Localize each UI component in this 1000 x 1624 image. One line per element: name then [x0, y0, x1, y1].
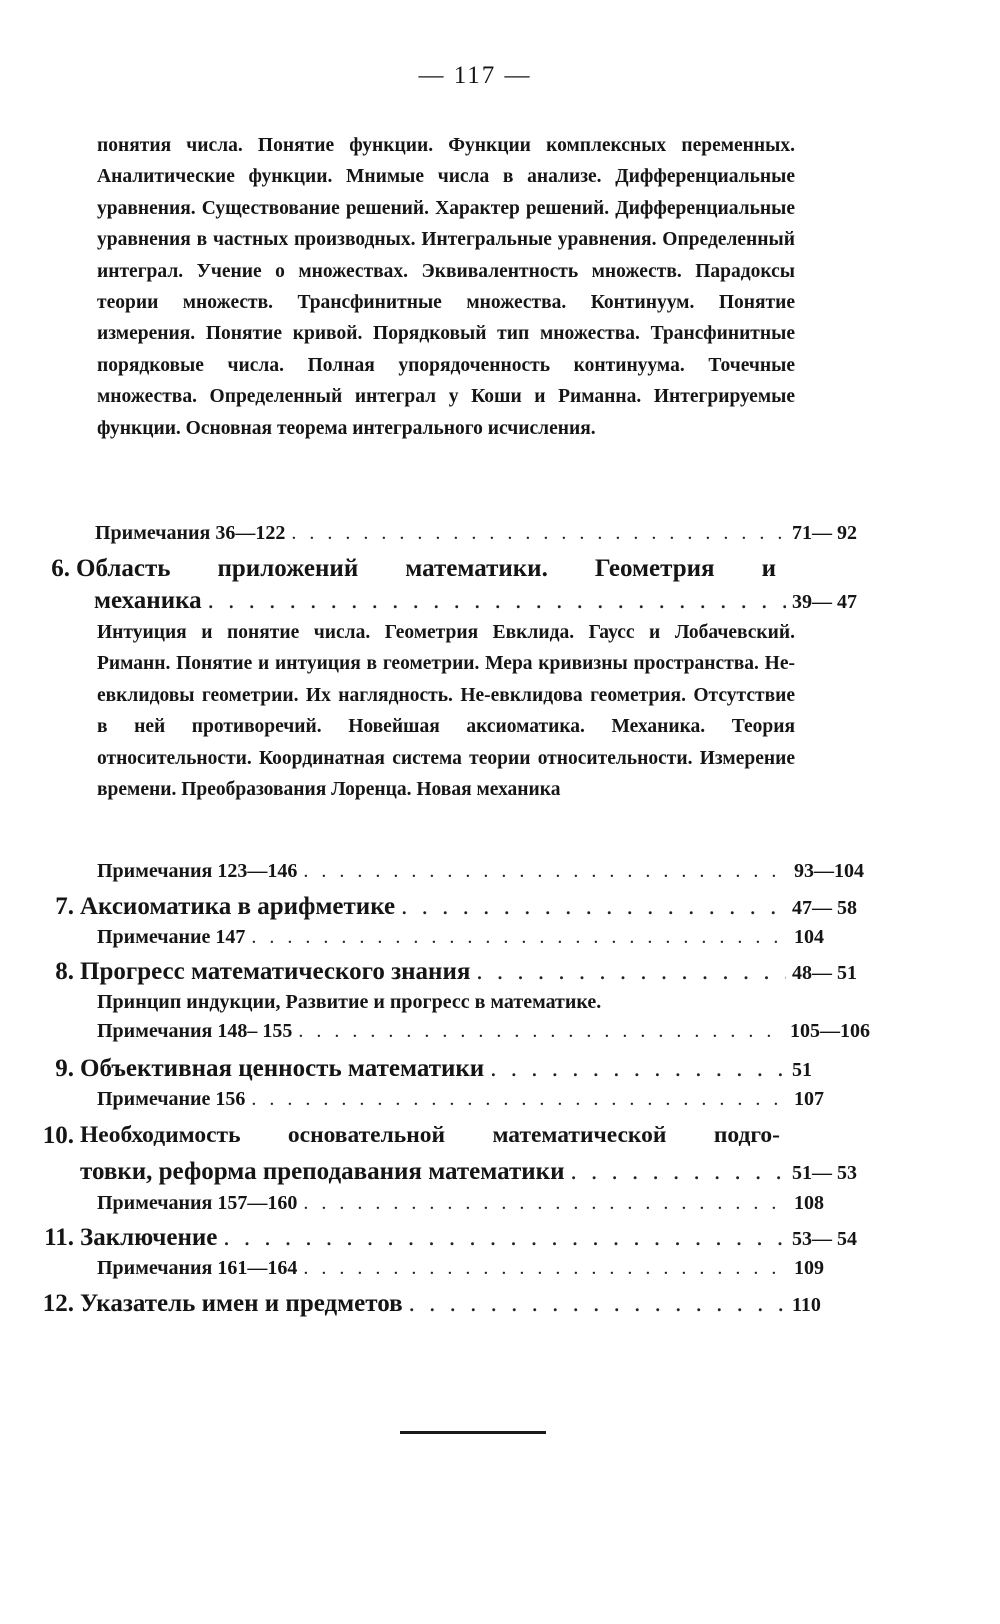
toc-notes-row	[97, 926, 882, 949]
leader-dots	[476, 958, 786, 986]
toc-page-range: 51	[792, 1059, 812, 1081]
toc-description	[97, 991, 797, 1014]
toc-page-range: 51— 53	[792, 1162, 857, 1184]
toc-description-text: Принцип индукции, Развитие и прогресс в математике.	[97, 991, 602, 1013]
section-title-line: Область приложений математики. Геометрия и	[76, 555, 776, 582]
toc-section-11	[44, 1224, 880, 1252]
section-title: Заключение	[80, 1224, 218, 1251]
leader-dots	[409, 1290, 786, 1318]
section-title: Прогресс математического знания	[80, 958, 471, 985]
toc-page-range: 105—106	[790, 1020, 870, 1042]
leader-dots	[291, 522, 786, 545]
toc-page-range: 93—104	[794, 860, 864, 882]
leader-dots	[571, 1158, 787, 1186]
leader-dots	[303, 1257, 788, 1280]
leader-dots	[223, 1224, 786, 1252]
section-title-line: механика	[94, 587, 202, 614]
toc-notes-row	[97, 1020, 885, 1043]
toc-notes-row	[97, 1088, 882, 1111]
section-title: Указатель имен и предметов	[80, 1290, 403, 1317]
toc-section-8	[55, 958, 880, 986]
toc-notes-title: Примечания 123—146	[97, 860, 298, 882]
leader-dots	[208, 587, 786, 615]
section-number: 7.	[55, 893, 74, 920]
section-title	[76, 555, 776, 583]
toc-notes-title: Примечание 156	[97, 1088, 246, 1110]
toc-section-7	[55, 893, 880, 921]
section-title-line: Необходимость основательной математической подго-	[80, 1122, 780, 1148]
leader-dots	[303, 860, 788, 883]
toc-notes-row	[97, 1257, 882, 1280]
section-number: 12.	[42, 1290, 74, 1317]
leader-dots	[490, 1055, 786, 1083]
toc-description: понятия числа. Понятие функции. Функции комплексных переменных. Аналитические функции. Мнимые числа в анализе. Дифференциальные уравнения. Существование решений. Характер решений. Дифференциальные уравнения в частных производных. Интегральные уравнения. Определенный интеграл. Учение о множествах. Эквивалентность множеств. Парадоксы теории множеств. Трансфинитные множества. Континуум. Понятие измерения. Понятие кривой. Порядковый тип множества. Трансфинитные порядковые числа. Полная упорядоченность континуума. Точечные множества. Определенный интеграл у Коши и Риманна. Интегрируемые функции. Основная теорема интегрального исчисления.	[97, 135, 795, 439]
section-title: Объективная ценность математики	[80, 1055, 485, 1082]
leader-dots	[303, 1192, 788, 1215]
toc-section-9	[55, 1055, 880, 1083]
section-title-line: товки, реформа преподавания математики	[80, 1158, 565, 1185]
toc-notes-row	[97, 1192, 882, 1215]
toc-notes-title: Примечания 157—160	[97, 1192, 298, 1214]
toc-notes-title: Примечание 147	[97, 926, 246, 948]
toc-page-range: 109	[794, 1257, 824, 1279]
leader-dots	[251, 926, 788, 949]
toc-page-range: 48— 51	[792, 962, 857, 984]
leader-dots	[298, 1020, 784, 1043]
section-number: 6.	[51, 555, 70, 582]
toc-section-10	[42, 1122, 780, 1149]
leader-dots	[401, 893, 786, 921]
toc-page-range: 47— 58	[792, 897, 857, 919]
section-number: 10.	[42, 1122, 74, 1149]
toc-section-6-cont	[94, 587, 880, 615]
toc-page-range: 71— 92	[792, 522, 857, 544]
toc-section-6	[51, 555, 776, 583]
toc-section-12	[42, 1290, 880, 1318]
section-number: 8.	[55, 958, 74, 985]
toc-notes-row	[95, 522, 880, 545]
toc-notes-title: Примечания 148– 155	[97, 1020, 293, 1042]
toc-page-range: 39— 47	[792, 591, 857, 613]
toc-page-range: 110	[792, 1294, 821, 1316]
section-number: 11.	[44, 1224, 74, 1251]
leader-dots	[251, 1088, 788, 1111]
toc-page-range: 108	[794, 1192, 824, 1214]
section-title: Аксиоматика в арифметике	[80, 893, 396, 920]
toc-notes-row	[97, 860, 882, 883]
end-divider	[400, 1431, 546, 1434]
toc-description: Интуиция и понятие числа. Геометрия Евклида. Гаусс и Лобачевский. Риманн. Понятие и интуиция в геометрии. Мера кривизны пространства. Не-евклидовы геометрии. Их наглядность. Не-евклидова геометрия. Отсутствие в ней противоречий. Новейшая аксиоматика. Механика. Теория относительности. Координатная система теории относительности. Измерение времени. Преобразования Лоренца. Новая механика	[97, 622, 795, 801]
page-number: — 117 —	[418, 62, 532, 89]
toc-page-range: 53— 54	[792, 1228, 857, 1250]
toc-page-range: 107	[794, 1088, 824, 1110]
toc-section-10-cont	[80, 1158, 880, 1186]
toc-page-range: 104	[794, 926, 824, 948]
toc-notes-title: Примечания 36—122	[95, 522, 286, 544]
section-number: 9.	[55, 1055, 74, 1082]
toc-notes-title: Примечания 161—164	[97, 1257, 298, 1279]
